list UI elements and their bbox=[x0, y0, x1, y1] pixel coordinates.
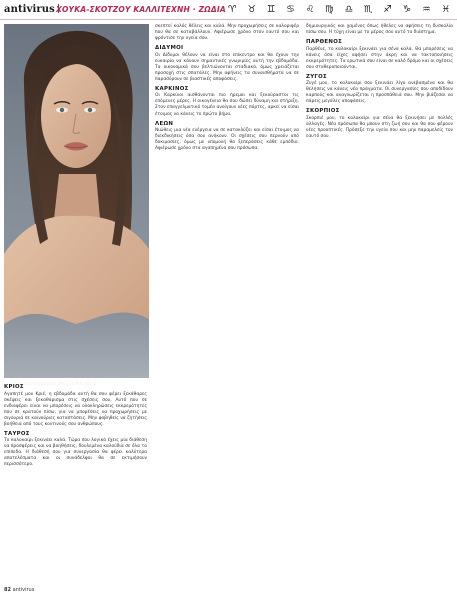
heading-virgo: ΠΑΡΘΕΝΟΣ bbox=[306, 39, 343, 46]
text-libra: Ζυγέ μου, το καλοκαίρι σου ξεκινάει λίγο ανεβασμένα και θα θελήσεις να κάνεις νέα πράγματα. Οι συνεργασίες σου αποδίδουν καρπούς και αναγνωρίζεται η προσπάθειά σου. Μην βιάζεσαι να πάρεις μεγάλες αποφάσεις. bbox=[306, 81, 453, 105]
leo-icon: ♌ bbox=[305, 3, 315, 15]
heading-scorpio: ΣΚΟΡΠΙΟΣ bbox=[306, 108, 340, 115]
text-taurus: Το καλοκαίρι ξεκινάει καλά. Τώρα που λογικά έχεις μία διάθεση να προσφέρεις και να βοηθήσεις, δουλεμένα καλούδια σε όλα τα επίπεδα. Η διάθεσή σου για συνεργασία θα φέρει καλύτερα αποτελέσματα και οι συνάδελφοι θα σε εκτιμήσουν περισσότερο. bbox=[4, 438, 147, 468]
page-folio bbox=[4, 587, 34, 593]
photo-caption: Στη φωτογραφία: ANGELINA JOLIE bbox=[14, 382, 97, 387]
text-gemini: Οι Δίδυμοι θέλουν να είναι στο επίκεντρο και θα έχουν την ευκαιρία να κάνουν σημαντικές γνωριμίες αυτή την εβδομάδα. Τα οικονομικά σου βελτιώνονται σταδιακά, όμως χρειάζεται προσοχή στις σπατάλες. Μην αφήνεις τα συναισθήματα να σε παρασύρουν σε βιαστικές αποφάσεις. bbox=[155, 52, 299, 82]
sagittarius-icon: ♐ bbox=[383, 3, 392, 15]
page-header bbox=[0, 0, 457, 20]
brand-name: antivirus bbox=[4, 4, 55, 15]
brand-logo bbox=[4, 4, 62, 15]
heading-libra: ΖΥΓΟΣ bbox=[306, 73, 328, 80]
text-virgo: Παρθένε, το καλοκαίρι ξεκινάει για σένα καλά. Θα μπορέσεις να κάνεις όσα είχες αφήσει στην άκρη και να τακτοποιήσεις εκκρεμότητες. Τα ερωτικά σου είναι σε καλό δρόμο και οι σχέσεις σου σταθεροποιούνται. bbox=[306, 46, 453, 70]
aquarius-icon: ♒ bbox=[422, 3, 431, 15]
column-right bbox=[306, 24, 453, 585]
heading-gemini: ΔΙΔΥΜΟΙ bbox=[155, 45, 184, 52]
column-left bbox=[4, 381, 147, 585]
text-continuation-right: δημιουργικός και χαμένος όπως ήθελες να αφήσεις τη δυσκολία πίσω σου. Η τύχη είναι με το μέρος σου αυτό το διάστημα. bbox=[306, 24, 453, 36]
folio-brand: antivirus bbox=[12, 587, 35, 593]
libra-icon: ♎ bbox=[344, 3, 353, 15]
text-continuation: σκεπτεί καλός θέλεις και καλά. Μην προχωρήσεις σε καλοριφέρ που θα σε καταβάλλουν. Αφιέρωσε χρόνο στον εαυτό σου και φρόντισε την υγεία σου. bbox=[155, 24, 299, 42]
section-title: ΧΟΥΚΑ-ΣΚΟΤΖΟΥ ΚΑΛΛΙΤΕΧΝΗ · ΖΩΔΙΑ bbox=[56, 5, 226, 14]
heading-aries: ΚΡΙΟΣ bbox=[4, 384, 24, 390]
text-scorpio: Σκορπιέ μου, το καλοκαίρι για σένα θα ξεκινήσει με πολλές αλλαγές. Νέα πρόσωπα θα μπουν στη ζωή σου και θα σου φέρουν νέες προοπτικές. Πρόσεξε την υγεία σου και μην παραμελείς τον εαυτό σου. bbox=[306, 115, 453, 140]
zodiac-symbols-row bbox=[228, 3, 450, 16]
heading-cancer: ΚΑΡΚΙΝΟΣ bbox=[155, 85, 189, 92]
portrait-illustration bbox=[4, 24, 149, 378]
page-number: 82 bbox=[4, 587, 11, 593]
text-aries: Αγαπητέ μου Κριέ, η εβδομάδα αυτή θα σου φέρει ξεκάθαρες σκέψεις και ξεκαθάρισμα στις σχέσεις σου. Αυτό που σε ενδιαφέρει είναι να μπορέσεις να ολοκληρώσεις εκκρεμότητες που σε κρατούν πίσω, για να μπορέσεις να προχωρήσεις με σιγουριά σε καινούριες καταστάσεις. Μην φοβηθείς να ζητήσεις βοήθεια από τους κοντινούς σου ανθρώπους. bbox=[4, 391, 147, 427]
virgo-icon: ♍ bbox=[325, 3, 334, 15]
capricorn-icon: ♑ bbox=[402, 3, 412, 15]
text-leo: Νιώθεις μια νέα ενέργεια να σε κατακλύζει και είσαι έτοιμος να διεκδικήσεις όσα σου ανήκουν. Οι σχέσεις σου περνούν από δοκιμασίες, όμως με υπομονή θα ξεπεράσεις κάθε εμπόδιο. Αφιέρωσε χρόνο στα αγαπημένα σου πρόσωπα. bbox=[155, 128, 299, 152]
scorpio-icon: ♏ bbox=[363, 3, 373, 15]
gemini-icon: ♊ bbox=[266, 3, 276, 15]
pisces-icon: ♓ bbox=[441, 3, 450, 15]
column-middle bbox=[155, 24, 299, 585]
taurus-icon: ♉ bbox=[247, 3, 256, 15]
heading-taurus: ΤΑΥΡΟΣ bbox=[4, 430, 30, 437]
heading-leo: ΛΕΩΝ bbox=[155, 120, 174, 127]
text-cancer: Οι Καρκίνοι αισθάνονται πιο ήρεμοι και ξεκούραστοι τις επόμενες μέρες. Η οικογένεια θα σου δώσει δύναμη και στήριξη. Στον επαγγελματικό τομέα ανοίγουν νέες πόρτες, αρκεί να είσαι έτοιμος να κάνεις το πρώτο βήμα. bbox=[155, 93, 299, 117]
aries-icon: ♈ bbox=[228, 3, 237, 15]
cancer-icon: ♋ bbox=[286, 3, 295, 15]
